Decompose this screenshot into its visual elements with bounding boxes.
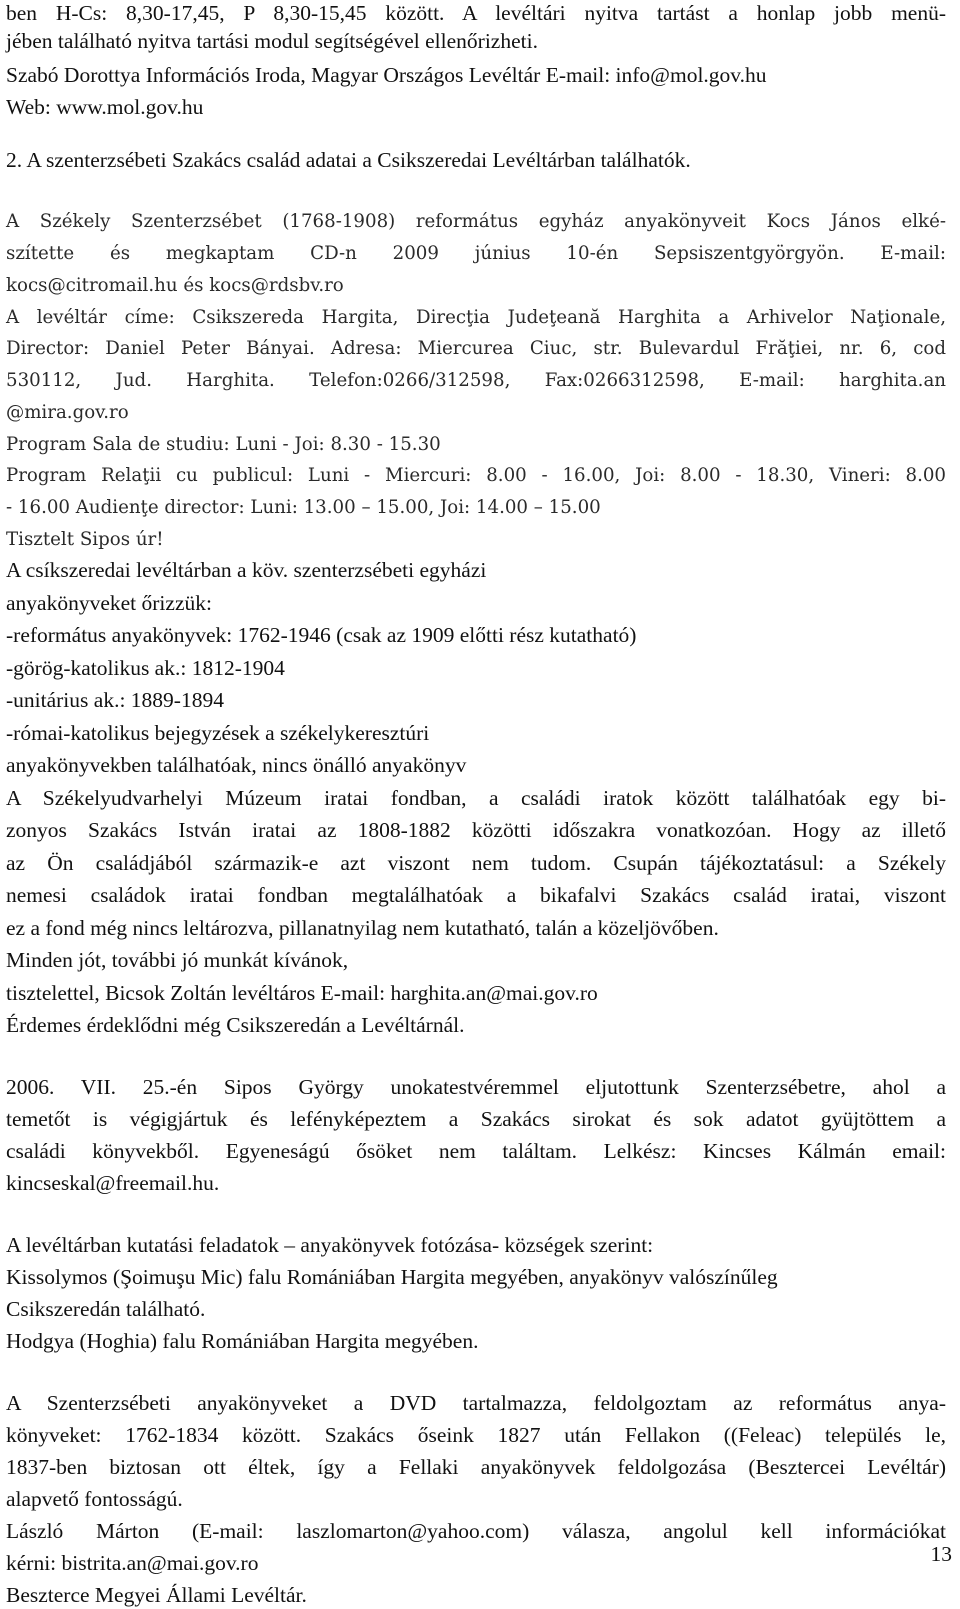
- text-line: A levéltárban kutatási feladatok – anyakönyvek fotózása- községek szerint:: [6, 1233, 654, 1257]
- text-line: A Székely Szenterzsébet (1768-1908) református egyház anyakönyveit Kocs János elké-: [6, 211, 946, 232]
- text-line: Director: Daniel Peter Bányai. Adresa: Miercurea Ciuc, str. Bulevardul Frăţiei, nr. 6, cod: [6, 338, 946, 359]
- page-number: 13: [930, 1542, 952, 1566]
- text-line: -unitárius ak.: 1889-1894: [6, 688, 224, 712]
- text-line: Tisztelt Sipos úr!: [6, 529, 164, 550]
- text-line: anyakönyveket őrizzük:: [6, 591, 212, 615]
- text-line: 2006. VII. 25.-én Sipos György unokatestvéremmel eljutottunk Szenterzsébetre, ahol a: [6, 1075, 946, 1099]
- text-line: anyakönyvekben találhatóak, nincs önálló anyakönyv: [6, 753, 467, 777]
- text-line: A csíkszeredai levéltárban a köv. szenterzsébeti egyházi: [6, 558, 487, 582]
- text-line: családi könyvekből. Egyeneságú ősöket nem találtam. Lelkész: Kincses Kálmán email:: [6, 1139, 946, 1163]
- text-line: Minden jót, további jó munkát kívánok,: [6, 948, 349, 972]
- text-line: alapvető fontosságú.: [6, 1487, 183, 1511]
- text-line: -római-katolikus bejegyzések a székelykeresztúri: [6, 721, 430, 745]
- text-line: zonyos Szakács István iratai az 1808-1882 közötti időszakra vonatkozóan. Hogy az illető: [6, 818, 946, 842]
- text-line: kincseskal@freemail.hu.: [6, 1171, 220, 1195]
- text-line: @mira.gov.ro: [6, 402, 129, 423]
- text-line: ez a fond még nincs leltározva, pillanatnyilag nem kutatható, talán a közeljövőben.: [6, 916, 719, 940]
- text-line: ben H-Cs: 8,30-17,45, P 8,30-15,45 között. A levéltári nyitva tartást a honlap jobb menü-: [6, 1, 946, 25]
- text-line: A levéltár címe: Csikszereda Hargita, Direcţia Judeţeană Harghita a Arhivelor Naţionale,: [6, 307, 946, 328]
- text-line: Csikszeredán található.: [6, 1297, 206, 1321]
- text-line: Hodgya (Hoghia) falu Romániában Hargita megyében.: [6, 1329, 479, 1353]
- text-line: Program Relaţii cu publicul: Luni - Miercuri: 8.00 - 16.00, Joi: 8.00 - 18.30, Vineri: 8.00: [6, 465, 946, 486]
- text-line: jében található nyitva tartási modul segítségével ellenőrizheti.: [6, 29, 538, 53]
- text-line: kérni: bistrita.an@mai.gov.ro: [6, 1551, 259, 1575]
- text-line: 530112, Jud. Harghita. Telefon:0266/312598, Fax:0266312598, E-mail: harghita.an: [6, 370, 946, 391]
- text-line: az Ön családjából származik-e azt viszont nem tudom. Csupán tájékoztatásul: a Székely: [6, 851, 946, 875]
- text-line: kocs@citromail.hu és kocs@rdsbv.ro: [6, 275, 344, 296]
- text-line: tisztelettel, Bicsok Zoltán levéltáros E-mail: harghita.an@mai.gov.ro: [6, 981, 598, 1005]
- text-line: A Székelyudvarhelyi Múzeum iratai fondban, a családi iratok között találhatóak egy bi-: [6, 786, 946, 810]
- text-line: Program Sala de studiu: Luni - Joi: 8.30 - 15.30: [6, 434, 441, 455]
- text-line: szítette és megkaptam CD-n 2009 június 10-én Sepsiszentgyörgyön. E-mail:: [6, 243, 946, 264]
- text-line: temetőt is végigjártuk és lefényképeztem a Szakács sirokat és sok adatot gyüjtöttem a: [6, 1107, 946, 1131]
- text-line: Kissolymos (Şoimuşu Mic) falu Romániában Hargita megyében, anyakönyv valószínűleg: [6, 1265, 778, 1289]
- text-line: -görög-katolikus ak.: 1812-1904: [6, 656, 285, 680]
- text-line: László Márton (E-mail: laszlomarton@yahoo.com) válasza, angolul kell információkat: [6, 1519, 946, 1543]
- text-line: Web: www.mol.gov.hu: [6, 95, 204, 119]
- text-line: könyveket: 1762-1834 között. Szakács őseink 1827 után Fellakon ((Feleac) település le,: [6, 1423, 946, 1447]
- section-heading: 2. A szenterzsébeti Szakács család adatai a Csikszeredai Levéltárban találhatók.: [6, 148, 691, 172]
- text-line: A Szenterzsébeti anyakönyveket a DVD tartalmazza, feldolgoztam az református anya-: [6, 1391, 946, 1415]
- text-line: Szabó Dorottya Információs Iroda, Magyar Országos Levéltár E-mail: info@mol.gov.hu: [6, 63, 767, 87]
- text-line: -református anyakönyvek: 1762-1946 (csak az 1909 előtti rész kutatható): [6, 623, 637, 647]
- text-line: Érdemes érdeklődni még Csikszeredán a Levéltárnál.: [6, 1013, 465, 1037]
- text-line: 1837-ben biztosan ott éltek, így a Fellaki anyakönyvek feldolgozása (Besztercei Levéltár): [6, 1455, 946, 1479]
- text-line: Beszterce Megyei Állami Levéltár.: [6, 1583, 307, 1607]
- text-line: - 16.00 Audienţe director: Luni: 13.00 – 15.00, Joi: 14.00 – 15.00: [6, 497, 601, 518]
- text-line: nemesi családok iratai fondban megtalálhatóak a bikafalvi Szakács család iratai, viszont: [6, 883, 946, 907]
